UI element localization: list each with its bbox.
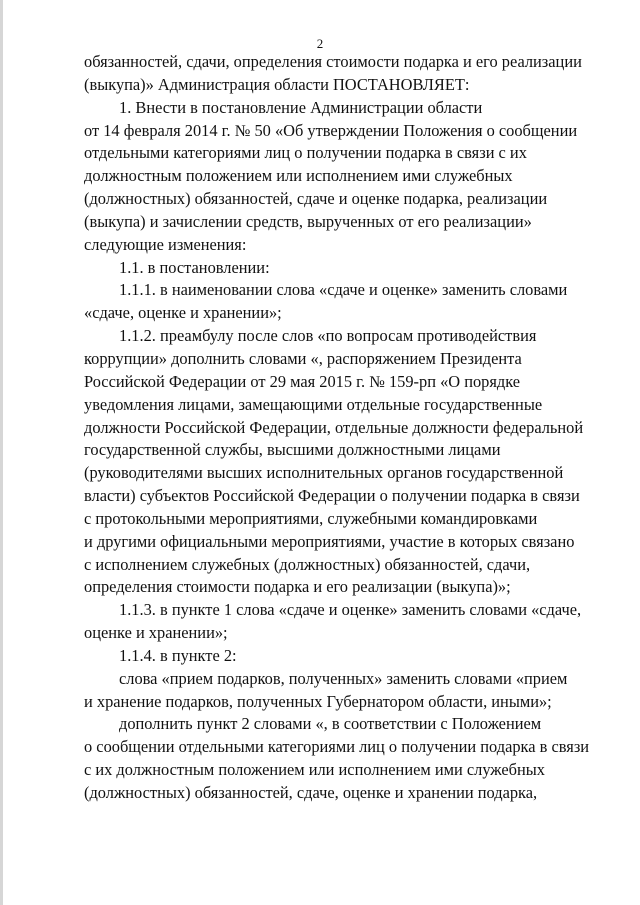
scan-edge [0,0,3,905]
text-line: 1.1. в постановлении: [119,257,270,277]
text-line: (выкупа) и зачислении средств, вырученных от его реализации» [84,211,532,231]
text-line: уведомления лицами, замещающими отдельные государственные [84,394,543,414]
text-line: и другими официальными мероприятиями, участие в которых связано [84,531,575,551]
text-line: должностным положением или исполнением ими служебных [84,166,513,186]
page-number: 2 [316,36,324,51]
text-line: оценке и хранении»; [84,623,228,643]
text-line: с исполнением служебных (должностных) обязанностей, сдачи, [84,554,531,574]
text-line: Российской Федерации от 29 мая 2015 г. № 159-рп «О порядке [84,371,521,391]
text-line: (должностных) обязанностей, сдаче и оценке подарка, реализации [84,189,548,209]
text-line: государственной службы, высшими должностными лицами [84,440,501,460]
text-line: 1.1.2. преамбулу после слов «по вопросам противодействия [119,326,537,346]
text-line: 1.1.3. в пункте 1 слова «сдаче и оценке» заменить словами «сдаче, [119,600,582,620]
text-line: от 14 февраля 2014 г. № 50 «Об утверждении Положения о сообщении [84,120,578,140]
text-line: определения стоимости подарка и его реализации (выкупа)»; [84,577,511,597]
text-line: обязанностей, сдачи, определения стоимости подарка и его реализации [84,52,582,71]
text-line: о сообщении отдельными категориями лиц о получении подарка в связи [84,737,590,757]
text-line: коррупции» дополнить словами «, распоряжением Президента [84,348,522,368]
text-line: с их должностным положением или исполнением ими служебных [84,760,545,780]
text-line: (руководителями высших исполнительных органов государственной [84,463,564,483]
text-line: следующие изменения: [84,234,247,254]
text-line: власти) субъектов Российской Федерации о получении подарка в связи [84,486,580,506]
text-line: (выкупа)» Администрация области ПОСТАНОВЛЯЕТ: [84,74,470,94]
text-line: (должностных) обязанностей, сдаче, оценке и хранении подарка, [84,783,538,802]
text-line: 1.1.4. в пункте 2: [119,645,237,665]
text-line: должности Российской Федерации, отдельные должности федеральной [84,417,584,437]
text-line: 1. Внести в постановление Администрации области [119,97,483,117]
text-line: «сдаче, оценке и хранении»; [84,303,282,323]
text-line: отдельными категориями лиц о получении подарка в связи с их [84,143,527,163]
document-body [84,51,598,805]
text-line: 1.1.1. в наименовании слова «сдаче и оценке» заменить словами [119,280,568,300]
text-line: слова «прием подарков, полученных» заменить словами «прием [119,668,568,688]
text-line: дополнить пункт 2 словами «, в соответствии с Положением [119,714,542,734]
text-line: и хранение подарков, полученных Губернатором области, иными»; [84,691,552,711]
text-line: с протокольными мероприятиями, служебными командировками [84,508,538,528]
